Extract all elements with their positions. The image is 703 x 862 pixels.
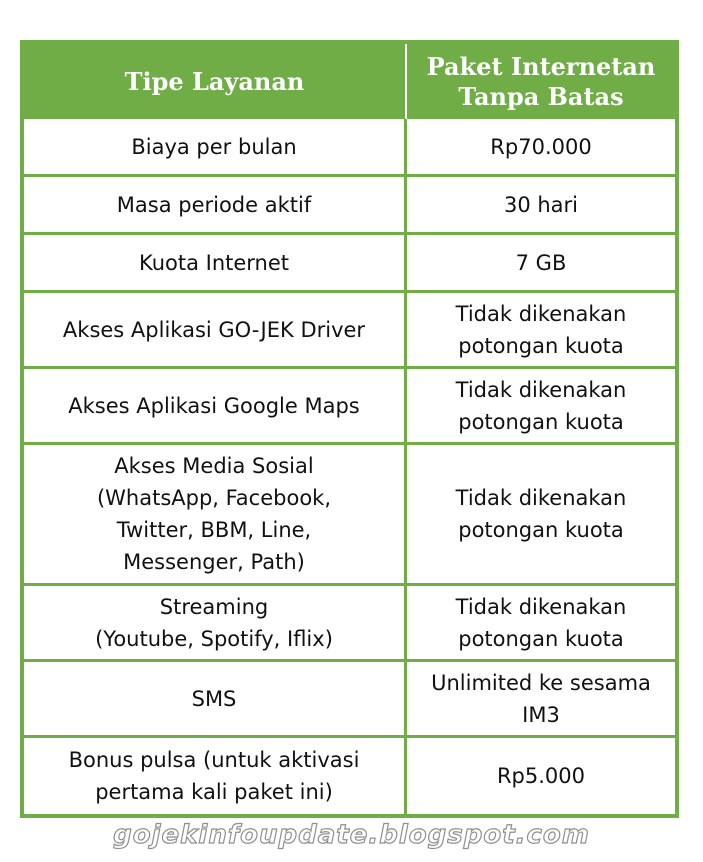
table-row (24, 445, 675, 586)
header-package-line-2: Tanpa Batas (458, 81, 624, 111)
value-line: potongan kuota (458, 409, 624, 434)
feature-cell (24, 119, 407, 177)
feature-line: pertama kali paket ini) (95, 780, 333, 804)
table-row (24, 738, 675, 814)
value-line: 30 hari (503, 192, 579, 217)
table-row (24, 586, 675, 662)
header-service-type (24, 44, 407, 119)
value-cell (407, 369, 675, 445)
feature-line: (Youtube, Spotify, Iflix) (95, 626, 333, 651)
value-line: IM3 (522, 702, 560, 727)
feature-line: (WhatsApp, Facebook, (96, 486, 332, 510)
value-line: Tidak dikenakan (455, 594, 627, 619)
feature-cell (24, 293, 407, 369)
table-row (24, 369, 675, 445)
feature-line: Akses Aplikasi Google Maps (68, 393, 360, 418)
value-line: Tidak dikenakan (455, 301, 627, 326)
value-cell (407, 119, 675, 177)
feature-cell (24, 586, 407, 662)
value-line: potongan kuota (458, 518, 624, 542)
table-header-row (24, 44, 675, 119)
feature-cell (24, 738, 407, 814)
value-line: potongan kuota (458, 626, 624, 651)
value-cell (407, 738, 675, 814)
feature-line: Akses Media Sosial (114, 454, 314, 478)
value-cell (407, 445, 675, 586)
value-cell (407, 177, 675, 235)
feature-line: Bonus pulsa (untuk aktivasi (68, 748, 360, 772)
value-line: potongan kuota (458, 333, 624, 358)
header-service-type-label: Tipe Layanan (124, 66, 305, 96)
table-row (24, 235, 675, 293)
feature-line: Masa periode aktif (116, 192, 312, 217)
value-line: Unlimited ke sesama (431, 670, 651, 695)
feature-line: Akses Aplikasi GO-JEK Driver (62, 317, 366, 342)
feature-line: Streaming (159, 594, 269, 619)
table-row (24, 177, 675, 235)
package-comparison-table (24, 44, 675, 814)
feature-line: Kuota Internet (138, 250, 290, 275)
feature-cell (24, 177, 407, 235)
value-cell (407, 586, 675, 662)
feature-line: Twitter, BBM, Line, (116, 518, 312, 542)
feature-cell (24, 369, 407, 445)
table-row (24, 662, 675, 738)
value-line: Tidak dikenakan (455, 377, 627, 402)
table-row (24, 119, 675, 177)
blog-watermark: gojekinfoupdate.blogspot.com (113, 820, 590, 850)
feature-cell (24, 662, 407, 738)
feature-line: Biaya per bulan (131, 134, 297, 159)
feature-line: SMS (191, 686, 237, 711)
value-cell (407, 662, 675, 738)
header-package-name (407, 44, 675, 119)
value-line: Rp5.000 (496, 764, 586, 788)
package-table-frame (20, 40, 679, 818)
feature-cell (24, 235, 407, 293)
value-line: Tidak dikenakan (455, 486, 627, 510)
feature-line: Messenger, Path) (123, 550, 305, 574)
value-line: 7 GB (515, 250, 567, 275)
value-cell (407, 235, 675, 293)
header-package-line-1: Paket Internetan (426, 51, 656, 81)
value-cell (407, 293, 675, 369)
value-line: Rp70.000 (490, 134, 592, 159)
feature-cell (24, 445, 407, 586)
table-row (24, 293, 675, 369)
